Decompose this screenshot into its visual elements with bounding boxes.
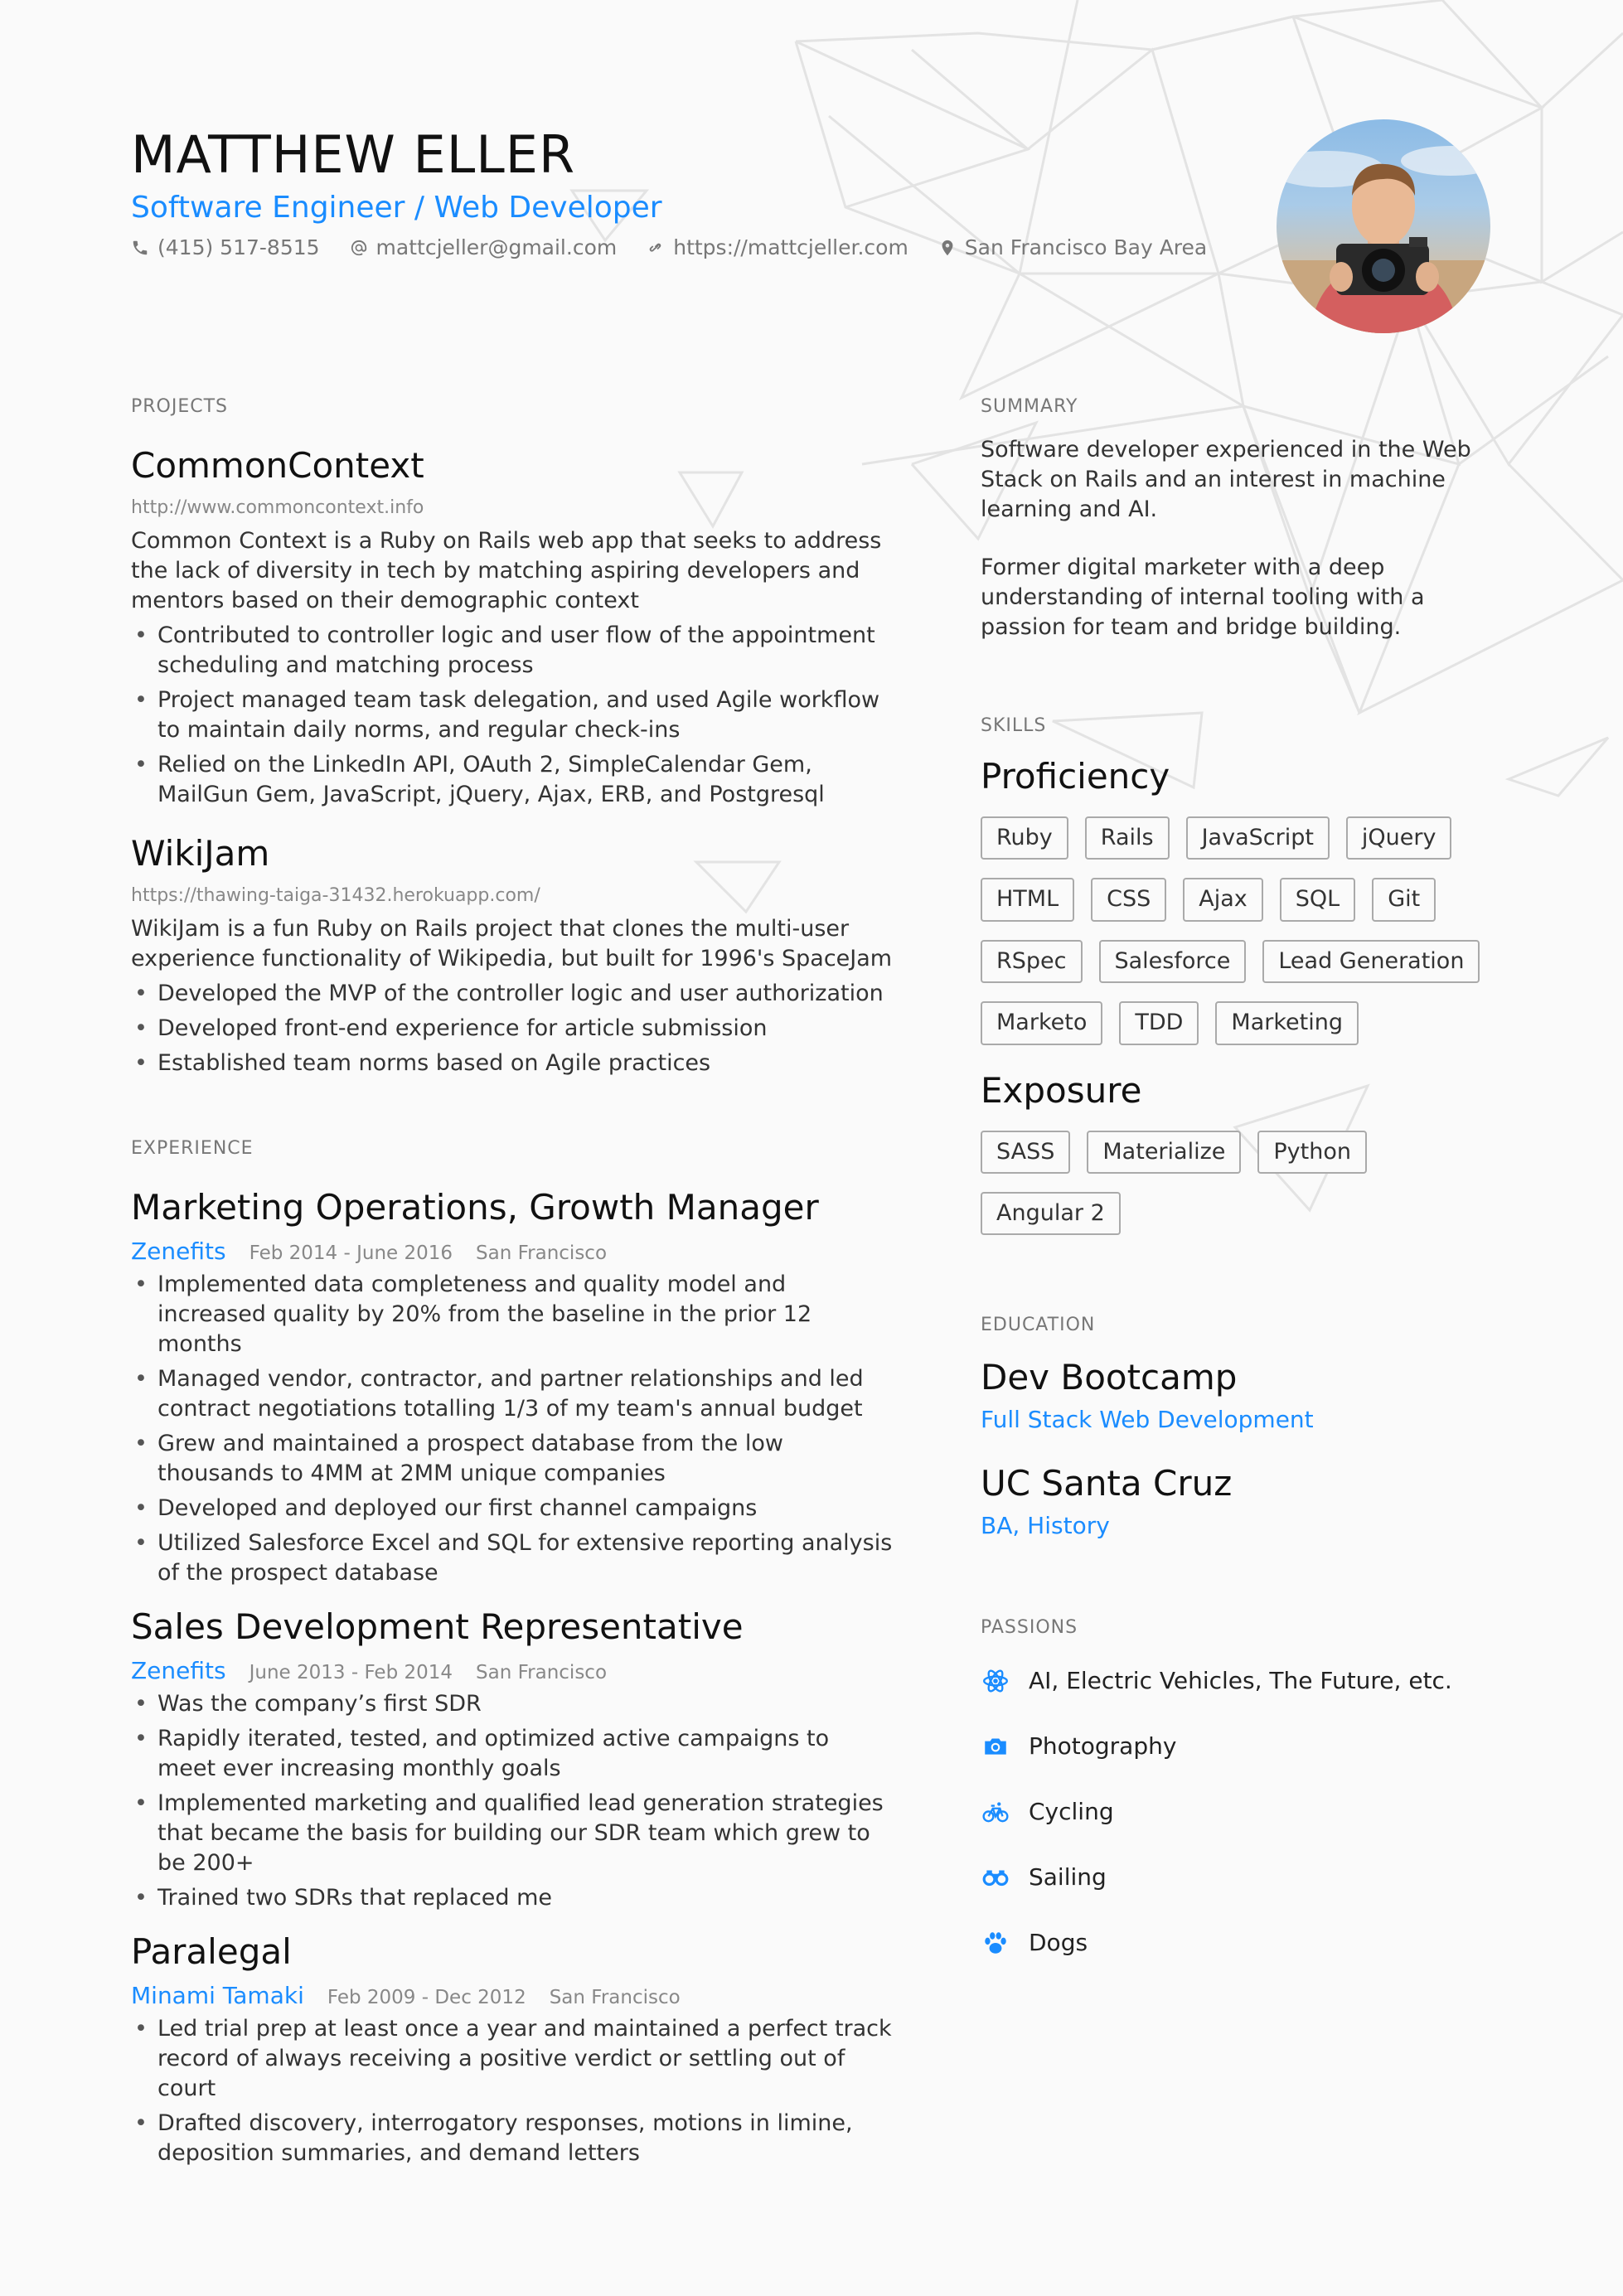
project-url[interactable]: https://thawing-taiga-31432.herokuapp.com/: [131, 885, 540, 906]
left-column: [131, 396, 894, 2168]
exposure-tags: [981, 1131, 1511, 1236]
bullet-item: • Established team norms based on Agile practices: [131, 1049, 894, 1078]
skill-tag: Marketing: [1215, 1001, 1359, 1044]
contact-location: [938, 235, 1207, 259]
bicycle-icon: [981, 1797, 1010, 1827]
location-text: San Francisco Bay Area: [964, 235, 1208, 259]
skill-tag: Angular 2: [981, 1192, 1121, 1235]
candidate-title: Software Engineer / Web Developer: [131, 191, 662, 225]
job-meta: [131, 1982, 894, 2009]
job-company: Zenefits: [131, 1238, 226, 1265]
skill-tag: Rails: [1085, 816, 1170, 860]
passion-text: AI, Electric Vehicles, The Future, etc.: [1029, 1667, 1452, 1695]
avatar-photo: [1277, 119, 1490, 333]
bullet-item: • Led trial prep at least once a year and maintained a perfect track record of always receiving a positive verdict or settling out of court: [131, 2014, 894, 2104]
education-entry: [981, 1357, 1511, 1433]
passion-text: Sailing: [1029, 1863, 1107, 1892]
job-role: Marketing Operations, Growth Manager: [131, 1187, 819, 1228]
project-bullets: [131, 621, 894, 810]
passions-list: [981, 1648, 1511, 1975]
summary-paragraph-2: Former digital marketer with a deep understanding of internal tooling with a passion for team and bridge building.: [981, 555, 1425, 640]
job-role: Sales Development Representative: [131, 1606, 744, 1647]
job-dates: Feb 2009 - Dec 2012: [327, 1987, 526, 2008]
passion-item: [981, 1844, 1511, 1910]
contact-row: [131, 235, 1207, 259]
job-meta: [131, 1657, 894, 1684]
contact-email[interactable]: [350, 235, 618, 259]
bullet-item: • Contributed to controller logic and user flow of the appointment scheduling and matching process: [131, 621, 894, 681]
skill-tag: Marketo: [981, 1001, 1102, 1044]
at-icon: [350, 239, 368, 257]
passion-item: [981, 1648, 1511, 1713]
skill-tag: Lead Generation: [1262, 940, 1480, 983]
skill-tag: Ajax: [1183, 878, 1263, 921]
bullet-item: • Rapidly iterated, tested, and optimized active campaigns to meet ever increasing monthly goals: [131, 1724, 894, 1784]
job-role: Paralegal: [131, 1931, 292, 1972]
phone-text: (415) 517-8515: [157, 235, 320, 259]
skill-tag: JavaScript: [1186, 816, 1330, 860]
projects-label: PROJECTS: [131, 396, 229, 417]
skill-tag: HTML: [981, 878, 1074, 921]
degree-name: BA, History: [981, 1512, 1110, 1540]
project-url[interactable]: http://www.commoncontext.info: [131, 497, 424, 518]
passion-text: Photography: [1029, 1732, 1177, 1761]
skill-tag: jQuery: [1346, 816, 1452, 860]
education-label: EDUCATION: [981, 1315, 1096, 1336]
skill-tag: Git: [1372, 878, 1436, 921]
skill-tag: TDD: [1119, 1001, 1199, 1044]
bullet-item: • Was the company’s first SDR: [131, 1689, 894, 1719]
passion-text: Cycling: [1029, 1798, 1114, 1826]
camera-icon: [981, 1732, 1010, 1761]
bullet-item: • Implemented data completeness and quality model and increased quality by 20% from the baseline in the prior 12 months: [131, 1270, 894, 1359]
paw-icon: [981, 1928, 1010, 1958]
contact-website[interactable]: [647, 235, 908, 259]
bullet-item: • Implemented marketing and qualified lead generation strategies that became the basis for building our SDR team which grew to be 200+: [131, 1789, 894, 1878]
passion-text: Dogs: [1029, 1929, 1088, 1957]
project-name: CommonContext: [131, 445, 424, 486]
degree-name: Full Stack Web Development: [981, 1406, 1314, 1434]
skill-tag: CSS: [1091, 878, 1166, 921]
link-icon: [647, 239, 665, 257]
job-bullets: [131, 2014, 894, 2168]
project-description: Common Context is a Ruby on Rails web app that seeks to address the lack of diversity in tech by matching aspiring developers and mentors based on their demographic context: [131, 528, 882, 613]
experience-entry: [131, 1187, 894, 1588]
bullet-item: • Developed and deployed our first channel campaigns: [131, 1494, 894, 1523]
exposure-title: Exposure: [981, 1069, 1142, 1111]
skill-tag: Materialize: [1087, 1131, 1241, 1174]
job-location: San Francisco: [476, 1242, 608, 1264]
email-text: mattcjeller@gmail.com: [375, 235, 618, 259]
binoculars-icon: [981, 1862, 1010, 1892]
project-entry: [131, 833, 894, 1078]
website-text: https://mattcjeller.com: [673, 235, 908, 259]
skills-label: SKILLS: [981, 715, 1047, 736]
bullet-item: • Relied on the LinkedIn API, OAuth 2, SimpleCalendar Gem, MailGun Gem, JavaScript, jQuery, Ajax, ERB, and Postgresql: [131, 750, 894, 810]
skill-tag: SASS: [981, 1131, 1070, 1174]
job-location: San Francisco: [476, 1662, 608, 1683]
proficiency-tags: [981, 816, 1511, 1045]
map-pin-icon: [938, 239, 957, 257]
bullet-item: • Developed front-end experience for article submission: [131, 1014, 894, 1044]
skill-tag: Ruby: [981, 816, 1068, 860]
experience-entry: [131, 1931, 894, 2168]
passion-item: [981, 1779, 1511, 1844]
school-name: Dev Bootcamp: [981, 1357, 1238, 1398]
summary-paragraph-1: Software developer experienced in the Web Stack on Rails and an interest in machine learning and AI.: [981, 437, 1471, 522]
bullet-item: • Project managed team task delegation, and used Agile workflow to maintain daily norms, and regular check-ins: [131, 685, 894, 745]
project-description: WikiJam is a fun Ruby on Rails project that clones the multi-user experience functionality of Wikipedia, but built for 1996's SpaceJam: [131, 916, 893, 971]
job-location: San Francisco: [549, 1987, 681, 2008]
proficiency-title: Proficiency: [981, 756, 1170, 797]
experience-label: EXPERIENCE: [131, 1138, 254, 1159]
bullet-item: • Grew and maintained a prospect database from the low thousands to 4MM at 2MM unique companies: [131, 1429, 894, 1489]
bullet-item: • Trained two SDRs that replaced me: [131, 1883, 894, 1913]
school-name: UC Santa Cruz: [981, 1463, 1233, 1504]
job-company: Zenefits: [131, 1657, 226, 1684]
passion-item: [981, 1713, 1511, 1779]
job-meta: [131, 1238, 894, 1265]
project-entry: [131, 445, 894, 810]
atom-icon: [981, 1666, 1010, 1696]
bullet-item: • Utilized Salesforce Excel and SQL for extensive reporting analysis of the prospect database: [131, 1528, 894, 1588]
contact-phone[interactable]: [131, 235, 320, 259]
project-name: WikiJam: [131, 833, 270, 874]
bullet-item: • Developed the MVP of the controller logic and user authorization: [131, 979, 894, 1009]
candidate-name: MATTHEW ELLER: [131, 124, 576, 185]
bullet-item: • Drafted discovery, interrogatory responses, motions in limine, deposition summaries, and demand letters: [131, 2109, 894, 2168]
job-company: Minami Tamaki: [131, 1982, 304, 2009]
skill-tag: RSpec: [981, 940, 1083, 983]
skill-tag: SQL: [1280, 878, 1355, 921]
job-dates: June 2013 - Feb 2014: [249, 1662, 453, 1683]
job-dates: Feb 2014 - June 2016: [249, 1242, 453, 1264]
phone-icon: [131, 239, 149, 257]
passions-label: PASSIONS: [981, 1617, 1078, 1639]
skill-tag: Python: [1257, 1131, 1367, 1174]
job-bullets: [131, 1270, 894, 1588]
education-entry: [981, 1463, 1511, 1539]
right-column: [981, 396, 1511, 1975]
passion-item: [981, 1910, 1511, 1975]
experience-entry: [131, 1606, 894, 1913]
summary-label: SUMMARY: [981, 396, 1078, 417]
skill-tag: Salesforce: [1099, 940, 1247, 983]
project-bullets: [131, 979, 894, 1078]
job-bullets: [131, 1689, 894, 1913]
bullet-item: • Managed vendor, contractor, and partner relationships and led contract negotiations totalling 1/3 of my team's annual budget: [131, 1364, 894, 1424]
